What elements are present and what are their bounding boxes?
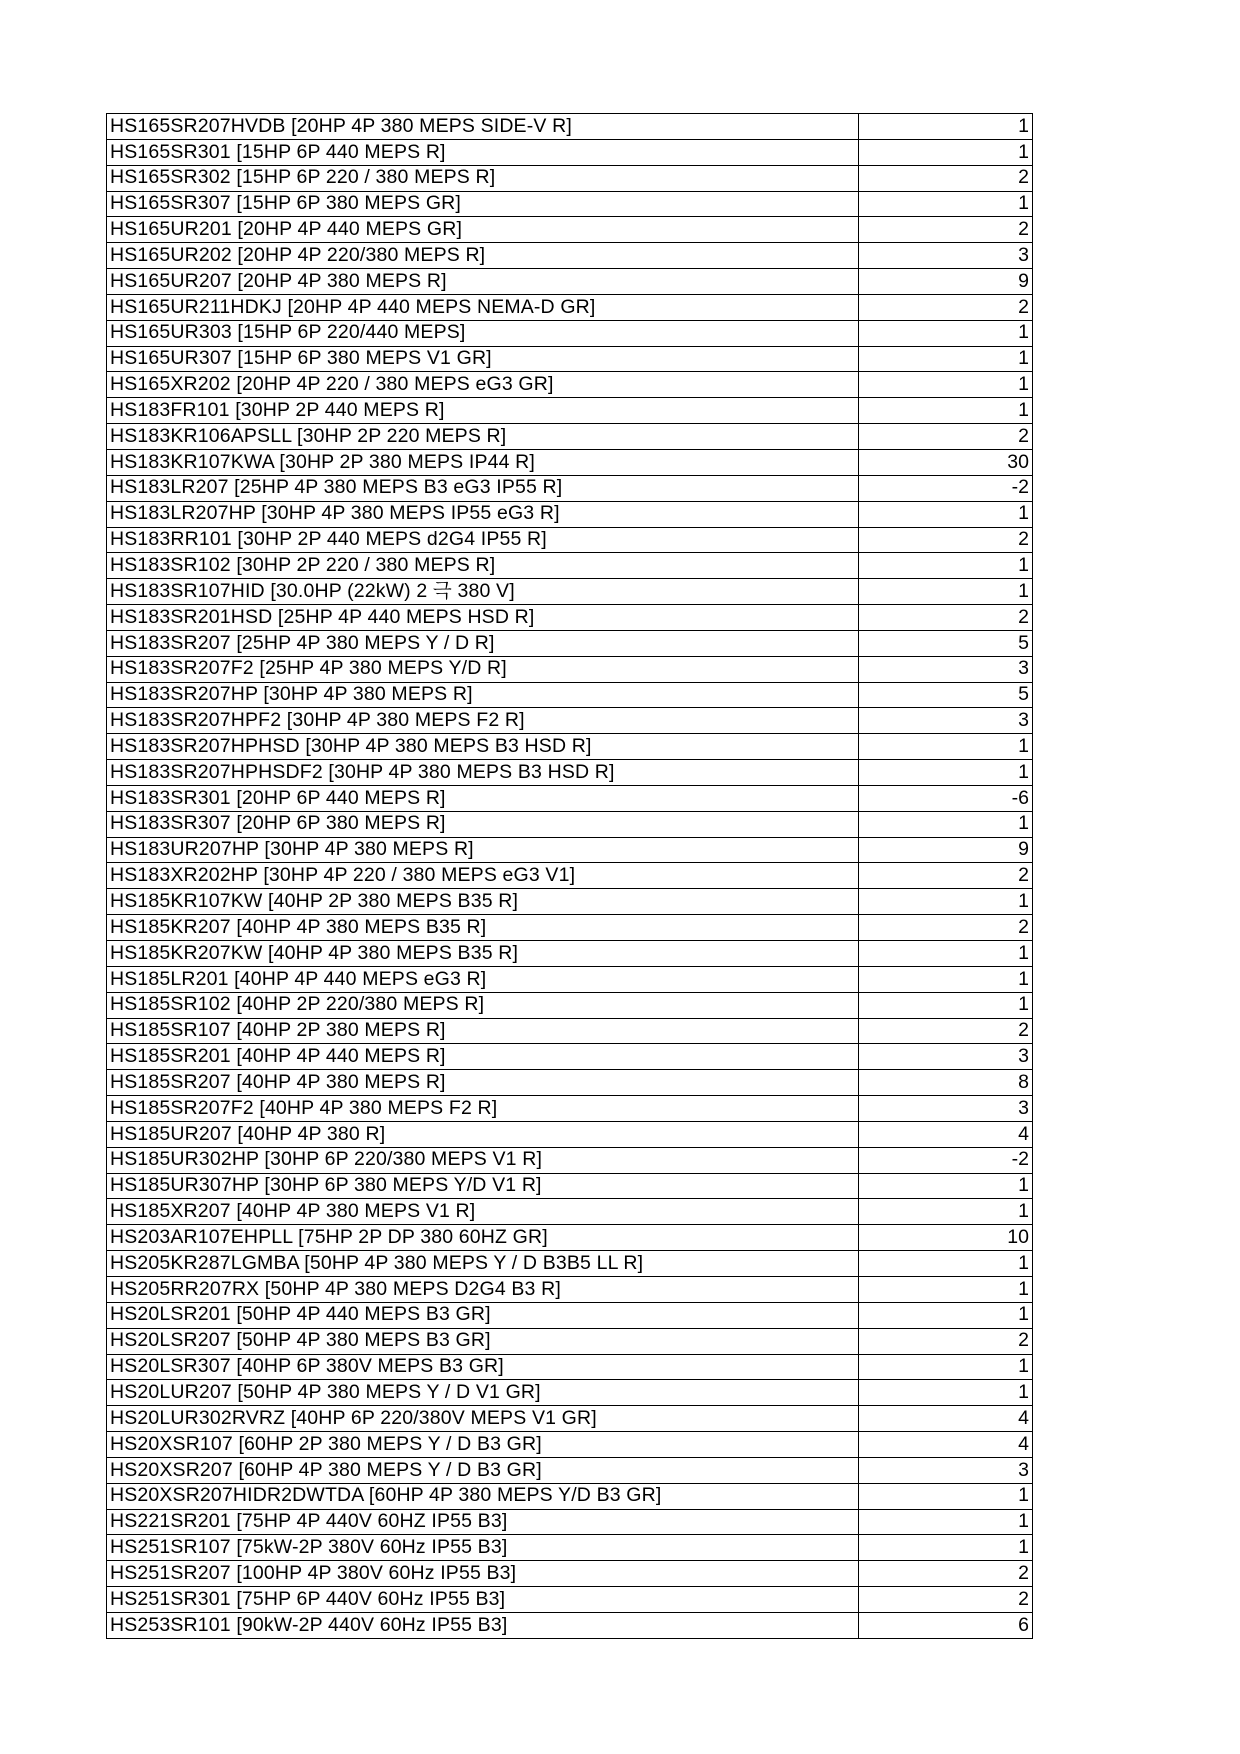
item-quantity-cell: 2 (859, 1587, 1033, 1613)
item-description-cell: HS185SR207F2 [40HP 4P 380 MEPS F2 R] (107, 1096, 859, 1122)
item-description-cell: HS165UR201 [20HP 4P 440 MEPS GR] (107, 217, 859, 243)
item-description-cell: HS185SR201 [40HP 4P 440 MEPS R] (107, 1044, 859, 1070)
item-description-cell: HS165UR207 [20HP 4P 380 MEPS R] (107, 269, 859, 295)
table-row (107, 114, 1033, 140)
item-description-cell: HS183RR101 [30HP 2P 440 MEPS d2G4 IP55 R] (107, 527, 859, 553)
table-row (107, 1432, 1033, 1458)
item-quantity-cell: -2 (859, 1147, 1033, 1173)
item-quantity-cell: 3 (859, 656, 1033, 682)
table-row (107, 579, 1033, 605)
item-description-cell: HS183XR202HP [30HP 4P 220 / 380 MEPS eG3 V1] (107, 863, 859, 889)
item-quantity-cell: 5 (859, 682, 1033, 708)
table-row (107, 1587, 1033, 1613)
table-row (107, 1044, 1033, 1070)
item-quantity-cell: 1 (859, 553, 1033, 579)
table-row (107, 785, 1033, 811)
item-quantity-cell: 2 (859, 424, 1033, 450)
table-row (107, 320, 1033, 346)
item-quantity-cell: 30 (859, 449, 1033, 475)
item-quantity-cell: 1 (859, 992, 1033, 1018)
item-quantity-cell: -6 (859, 785, 1033, 811)
item-description-cell: HS183SR301 [20HP 6P 440 MEPS R] (107, 785, 859, 811)
item-quantity-cell: 1 (859, 811, 1033, 837)
item-description-cell: HS20LSR307 [40HP 6P 380V MEPS B3 GR] (107, 1354, 859, 1380)
table-row (107, 269, 1033, 295)
item-description-cell: HS183SR207 [25HP 4P 380 MEPS Y / D R] (107, 630, 859, 656)
item-description-cell: HS20LUR207 [50HP 4P 380 MEPS Y / D V1 GR] (107, 1380, 859, 1406)
item-description-cell: HS183UR207HP [30HP 4P 380 MEPS R] (107, 837, 859, 863)
item-description-cell: HS20XSR207HIDR2DWTDA [60HP 4P 380 MEPS Y/D B3 GR] (107, 1483, 859, 1509)
item-description-cell: HS20LSR201 [50HP 4P 440 MEPS B3 GR] (107, 1302, 859, 1328)
item-description-cell: HS183SR207HPHSDF2 [30HP 4P 380 MEPS B3 HSD R] (107, 760, 859, 786)
table-row (107, 1147, 1033, 1173)
item-description-cell: HS185SR102 [40HP 2P 220/380 MEPS R] (107, 992, 859, 1018)
item-description-cell: HS165UR307 [15HP 6P 380 MEPS V1 GR] (107, 346, 859, 372)
table-row (107, 139, 1033, 165)
table-row (107, 811, 1033, 837)
item-quantity-cell: 1 (859, 1380, 1033, 1406)
item-quantity-cell: 6 (859, 1612, 1033, 1638)
table-row (107, 760, 1033, 786)
table-row (107, 1483, 1033, 1509)
item-quantity-cell: 2 (859, 605, 1033, 631)
item-description-cell: HS165SR301 [15HP 6P 440 MEPS R] (107, 139, 859, 165)
item-quantity-cell: 1 (859, 1276, 1033, 1302)
item-description-cell: HS185SR107 [40HP 2P 380 MEPS R] (107, 1018, 859, 1044)
table-row (107, 1302, 1033, 1328)
item-description-cell: HS183LR207 [25HP 4P 380 MEPS B3 eG3 IP55 R] (107, 475, 859, 501)
item-quantity-cell: 2 (859, 1018, 1033, 1044)
item-description-cell: HS183SR207HPHSD [30HP 4P 380 MEPS B3 HSD R] (107, 734, 859, 760)
item-quantity-cell: 1 (859, 139, 1033, 165)
table-row (107, 294, 1033, 320)
table-row (107, 1457, 1033, 1483)
item-quantity-cell: 1 (859, 372, 1033, 398)
table-row (107, 553, 1033, 579)
item-description-cell: HS165UR303 [15HP 6P 220/440 MEPS] (107, 320, 859, 346)
item-quantity-cell: 10 (859, 1225, 1033, 1251)
item-description-cell: HS203AR107EHPLL [75HP 2P DP 380 60HZ GR] (107, 1225, 859, 1251)
item-description-cell: HS183SR201HSD [25HP 4P 440 MEPS HSD R] (107, 605, 859, 631)
item-quantity-cell: 1 (859, 760, 1033, 786)
item-quantity-cell: 1 (859, 346, 1033, 372)
item-quantity-cell: 1 (859, 1302, 1033, 1328)
table-row (107, 992, 1033, 1018)
table-row (107, 630, 1033, 656)
table-row (107, 1561, 1033, 1587)
item-quantity-cell: 1 (859, 501, 1033, 527)
table-row (107, 708, 1033, 734)
table-row (107, 527, 1033, 553)
item-description-cell: HS183SR102 [30HP 2P 220 / 380 MEPS R] (107, 553, 859, 579)
table-row (107, 217, 1033, 243)
item-description-cell: HS183SR107HID [30.0HP (22kW) 2 극 380 V] (107, 579, 859, 605)
table-row (107, 475, 1033, 501)
item-quantity-cell: 1 (859, 1251, 1033, 1277)
table-row (107, 1199, 1033, 1225)
table-row (107, 889, 1033, 915)
table-row (107, 915, 1033, 941)
inventory-table (106, 113, 1033, 1639)
table-row (107, 1535, 1033, 1561)
table-row (107, 191, 1033, 217)
item-quantity-cell: 1 (859, 1535, 1033, 1561)
item-description-cell: HS185LR201 [40HP 4P 440 MEPS eG3 R] (107, 966, 859, 992)
table-row (107, 1406, 1033, 1432)
item-quantity-cell: 2 (859, 863, 1033, 889)
item-quantity-cell: 2 (859, 527, 1033, 553)
item-quantity-cell: 1 (859, 398, 1033, 424)
table-row (107, 346, 1033, 372)
table-row (107, 1070, 1033, 1096)
table-row (107, 449, 1033, 475)
item-quantity-cell: 3 (859, 708, 1033, 734)
item-quantity-cell: 1 (859, 1199, 1033, 1225)
item-quantity-cell: 4 (859, 1406, 1033, 1432)
item-quantity-cell: 1 (859, 734, 1033, 760)
table-row (107, 863, 1033, 889)
item-quantity-cell: 2 (859, 165, 1033, 191)
item-description-cell: HS20XSR107 [60HP 2P 380 MEPS Y / D B3 GR] (107, 1432, 859, 1458)
item-quantity-cell: 1 (859, 966, 1033, 992)
item-description-cell: HS185KR207KW [40HP 4P 380 MEPS B35 R] (107, 941, 859, 967)
item-description-cell: HS183SR307 [20HP 6P 380 MEPS R] (107, 811, 859, 837)
item-description-cell: HS183LR207HP [30HP 4P 380 MEPS IP55 eG3 R] (107, 501, 859, 527)
item-description-cell: HS165SR302 [15HP 6P 220 / 380 MEPS R] (107, 165, 859, 191)
item-description-cell: HS185UR207 [40HP 4P 380 R] (107, 1121, 859, 1147)
item-quantity-cell: 2 (859, 1561, 1033, 1587)
table-row (107, 1121, 1033, 1147)
item-quantity-cell: 2 (859, 1328, 1033, 1354)
item-quantity-cell: 1 (859, 1173, 1033, 1199)
item-description-cell: HS20XSR207 [60HP 4P 380 MEPS Y / D B3 GR] (107, 1457, 859, 1483)
item-quantity-cell: 2 (859, 217, 1033, 243)
item-quantity-cell: 5 (859, 630, 1033, 656)
item-quantity-cell: 9 (859, 837, 1033, 863)
item-description-cell: HS183KR107KWA [30HP 2P 380 MEPS IP44 R] (107, 449, 859, 475)
item-description-cell: HS165SR307 [15HP 6P 380 MEPS GR] (107, 191, 859, 217)
table-row (107, 1096, 1033, 1122)
item-description-cell: HS183FR101 [30HP 2P 440 MEPS R] (107, 398, 859, 424)
table-row (107, 1018, 1033, 1044)
item-description-cell: HS165UR202 [20HP 4P 220/380 MEPS R] (107, 243, 859, 269)
item-description-cell: HS20LUR302RVRZ [40HP 6P 220/380V MEPS V1 GR] (107, 1406, 859, 1432)
item-description-cell: HS205RR207RX [50HP 4P 380 MEPS D2G4 B3 R] (107, 1276, 859, 1302)
item-description-cell: HS183SR207HP [30HP 4P 380 MEPS R] (107, 682, 859, 708)
table-row (107, 243, 1033, 269)
item-quantity-cell: 3 (859, 1044, 1033, 1070)
item-quantity-cell: 1 (859, 889, 1033, 915)
item-quantity-cell: 1 (859, 1483, 1033, 1509)
item-quantity-cell: 4 (859, 1121, 1033, 1147)
item-quantity-cell: 9 (859, 269, 1033, 295)
item-description-cell: HS205KR287LGMBA [50HP 4P 380 MEPS Y / D B3B5 LL R] (107, 1251, 859, 1277)
table-row (107, 398, 1033, 424)
table-row (107, 1612, 1033, 1638)
item-quantity-cell: 2 (859, 294, 1033, 320)
item-description-cell: HS185KR207 [40HP 4P 380 MEPS B35 R] (107, 915, 859, 941)
item-description-cell: HS185SR207 [40HP 4P 380 MEPS R] (107, 1070, 859, 1096)
table-row (107, 656, 1033, 682)
item-quantity-cell: 2 (859, 915, 1033, 941)
item-quantity-cell: 1 (859, 320, 1033, 346)
item-quantity-cell: 3 (859, 1096, 1033, 1122)
table-row (107, 1509, 1033, 1535)
item-description-cell: HS183SR207F2 [25HP 4P 380 MEPS Y/D R] (107, 656, 859, 682)
item-description-cell: HS251SR301 [75HP 6P 440V 60Hz IP55 B3] (107, 1587, 859, 1613)
table-row (107, 501, 1033, 527)
table-row (107, 605, 1033, 631)
item-quantity-cell: 1 (859, 1509, 1033, 1535)
table-row (107, 1354, 1033, 1380)
item-description-cell: HS165SR207HVDB [20HP 4P 380 MEPS SIDE-V R] (107, 114, 859, 140)
item-description-cell: HS253SR101 [90kW-2P 440V 60Hz IP55 B3] (107, 1612, 859, 1638)
item-description-cell: HS165UR211HDKJ [20HP 4P 440 MEPS NEMA-D GR] (107, 294, 859, 320)
table-row (107, 1380, 1033, 1406)
table-row (107, 424, 1033, 450)
item-description-cell: HS251SR207 [100HP 4P 380V 60Hz IP55 B3] (107, 1561, 859, 1587)
table-row (107, 966, 1033, 992)
item-description-cell: HS251SR107 [75kW-2P 380V 60Hz IP55 B3] (107, 1535, 859, 1561)
item-quantity-cell: -2 (859, 475, 1033, 501)
item-description-cell: HS20LSR207 [50HP 4P 380 MEPS B3 GR] (107, 1328, 859, 1354)
item-quantity-cell: 1 (859, 579, 1033, 605)
item-description-cell: HS185UR307HP [30HP 6P 380 MEPS Y/D V1 R] (107, 1173, 859, 1199)
item-description-cell: HS183KR106APSLL [30HP 2P 220 MEPS R] (107, 424, 859, 450)
table-row (107, 1328, 1033, 1354)
item-description-cell: HS185UR302HP [30HP 6P 220/380 MEPS V1 R] (107, 1147, 859, 1173)
table-row (107, 372, 1033, 398)
item-quantity-cell: 8 (859, 1070, 1033, 1096)
item-description-cell: HS221SR201 [75HP 4P 440V 60HZ IP55 B3] (107, 1509, 859, 1535)
item-description-cell: HS185KR107KW [40HP 2P 380 MEPS B35 R] (107, 889, 859, 915)
table-row (107, 1225, 1033, 1251)
table-row (107, 837, 1033, 863)
table-row (107, 1276, 1033, 1302)
item-description-cell: HS183SR207HPF2 [30HP 4P 380 MEPS F2 R] (107, 708, 859, 734)
table-row (107, 734, 1033, 760)
item-quantity-cell: 1 (859, 191, 1033, 217)
table-row (107, 941, 1033, 967)
inventory-table-body (107, 114, 1033, 1639)
table-row (107, 1173, 1033, 1199)
item-quantity-cell: 1 (859, 941, 1033, 967)
item-quantity-cell: 1 (859, 114, 1033, 140)
table-row (107, 1251, 1033, 1277)
table-row (107, 165, 1033, 191)
item-quantity-cell: 1 (859, 1354, 1033, 1380)
item-quantity-cell: 3 (859, 243, 1033, 269)
table-row (107, 682, 1033, 708)
item-description-cell: HS165XR202 [20HP 4P 220 / 380 MEPS eG3 GR] (107, 372, 859, 398)
item-description-cell: HS185XR207 [40HP 4P 380 MEPS V1 R] (107, 1199, 859, 1225)
item-quantity-cell: 3 (859, 1457, 1033, 1483)
item-quantity-cell: 4 (859, 1432, 1033, 1458)
